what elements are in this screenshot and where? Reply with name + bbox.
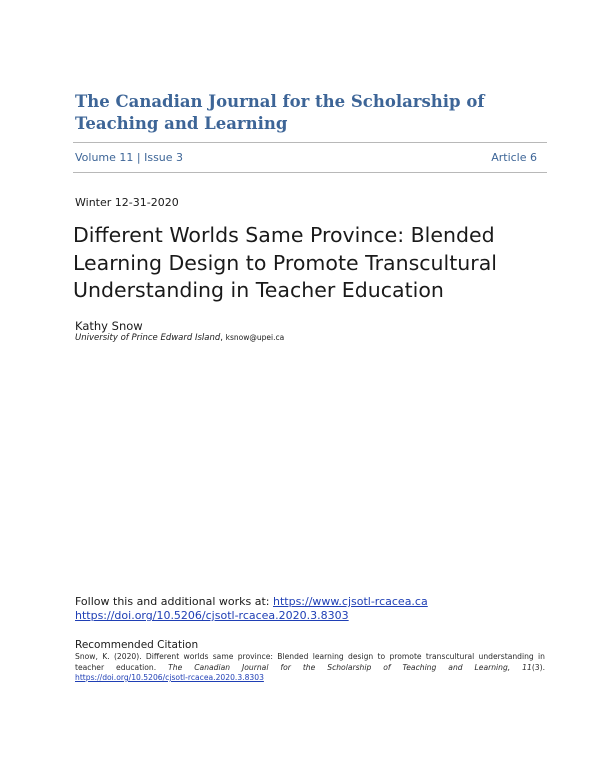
site-link[interactable]: https://www.cjsotl-rcacea.ca (273, 595, 428, 608)
article-number: Article 6 (491, 151, 537, 164)
author-email[interactable]: ksnow@upei.ca (225, 333, 285, 342)
author-name[interactable]: Kathy Snow (75, 319, 143, 333)
header-divider-bottom (73, 172, 547, 173)
issue-line (75, 151, 537, 164)
recommended-citation-heading: Recommended Citation (75, 639, 199, 651)
volume-issue-link[interactable]: Volume 11 | Issue 3 (75, 151, 184, 164)
article-title[interactable]: Different Worlds Same Province: Blended Learning Design to Promote Transcultural Understanding in Teacher Education (73, 223, 497, 302)
follow-label: Follow this and additional works at: (75, 595, 270, 608)
publication-date: Winter 12-31-2020 (75, 196, 179, 209)
author-affiliation: University of Prince Edward Island, ksnow@upei.ca (75, 333, 285, 343)
citation-journal: The Canadian Journal for the Scholarship of Teaching and Learning, 11 (168, 662, 532, 672)
citation-part-2: (3). (531, 662, 546, 672)
institution-name: University of Prince Edward Island (75, 333, 221, 343)
doi-link[interactable]: https://doi.org/10.5206/cjsotl-rcacea.2020.3.8303 (75, 609, 349, 622)
journal-title[interactable]: The Canadian Journal for the Scholarship of Teaching and Learning (75, 92, 485, 133)
header-divider-top (73, 142, 547, 143)
citation-part-1: Snow, K. (2020). Different worlds same province: Blended learning design to promote transcultural understanding in teacher education. (75, 652, 545, 672)
citation-doi-link[interactable]: https://doi.org/10.5206/cjsotl-rcacea.2020.3.8303 (75, 673, 264, 682)
follow-section (75, 595, 545, 623)
citation-text (75, 652, 545, 684)
